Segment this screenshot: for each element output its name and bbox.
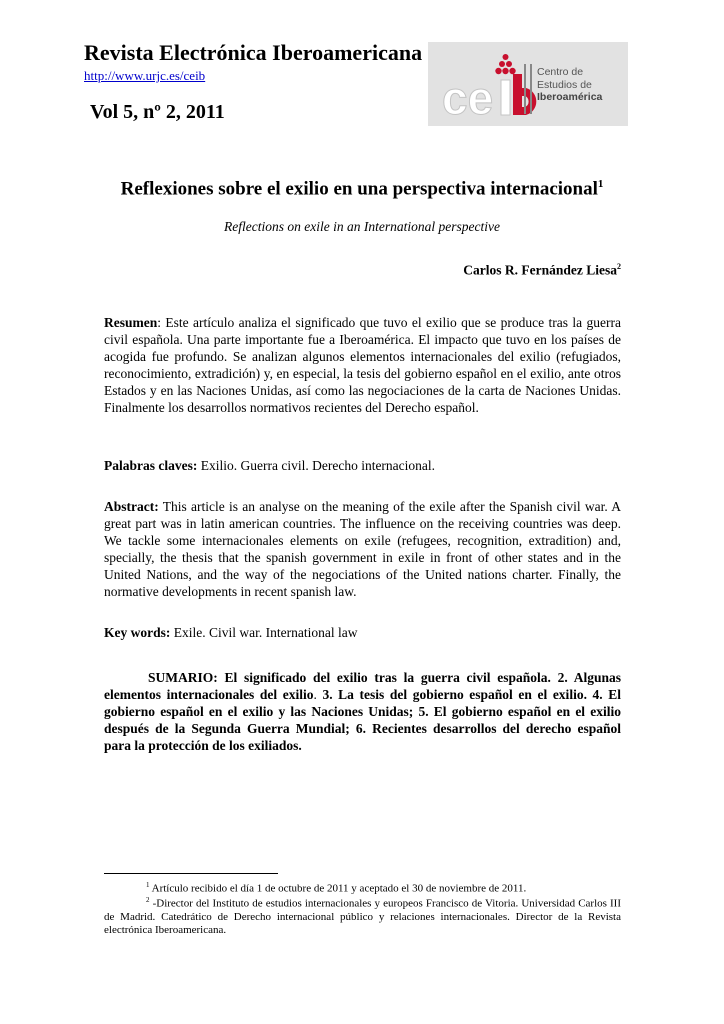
volume-issue: Vol 5, nº 2, 2011: [90, 101, 225, 123]
article-subtitle: Reflections on exile in an International perspective: [224, 219, 500, 234]
author-name-text: Carlos R. Fernández Liesa: [463, 262, 617, 278]
ceib-logo: [428, 42, 628, 126]
keywords-label: Key words:: [104, 625, 171, 640]
footnote-2-text: -Director del Instituto de estudios internacionales y europeos Francisco de Vitoria. Universidad Carlos III de Madrid. Catedrático de Derecho internacional público y relaciones internacionales. Director de la Revista electrónica Iberoamericana.: [104, 897, 621, 936]
logo-wordmark-ce: ce: [442, 72, 494, 124]
logo-b-stem: [513, 74, 522, 115]
keywords-paragraph: [104, 624, 621, 641]
logo-crown-dot-icon: [495, 68, 501, 74]
sumario-separator: .: [313, 687, 317, 702]
footnote-2: [104, 894, 621, 937]
footnote-separator: [104, 873, 278, 874]
author-name: [463, 262, 621, 279]
abstract-text: This article is an analyse on the meaning of the exile after the Spanish civil war. A great part was in latin american countries. The influence on the receiving countries was deep. We tackle some internacionales elements on exile (refugees, recognition, extradition) and, specially, the thesis that the spanish government in exile in front of other states and in the United Nations, and the way of the negociations of the United nations charter. Finally, the normative developments in recent spanish law.: [104, 499, 621, 599]
sumario-part-2: 3. La tesis del gobierno español en el exilio. 4. El gobierno español en el exilio y las Naciones Unidas; 5. El gobierno español en el exilio después de la Segunda Guerra Mundial; 6. Recientes desarrollos del derecho español para la protección de los exiliados.: [104, 687, 622, 753]
article-title: [0, 178, 724, 200]
sumario-paragraph: [104, 669, 621, 754]
logo-crown-dot-icon: [503, 54, 509, 60]
keywords-text: Exile. Civil war. International law: [170, 625, 358, 640]
resumen-label: Resumen: [104, 315, 158, 330]
journal-title: Revista Electrónica Iberoamericana: [84, 40, 423, 65]
palabras-claves-text: Exilio. Guerra civil. Derecho internacional.: [197, 458, 436, 473]
resumen-text: : Este artículo analiza el significado que tuvo el exilio que se produce tras la guerra civil española. Una parte importante fue a Iberoamérica. El impacto que tuvo en los países de acogida fue profundo. Se analizan algunos elementos internacionales del exilio (refugiados, reconocimiento, extradición) y, en especial, la tesis del gobierno español en el exilio, ante otros Estados y en las Naciones Unidas, así como las negociaciones de la carta de Naciones Unidas. Finalmente los desarrollos normativos recientes del Derecho español.: [104, 315, 621, 415]
title-footnote-ref[interactable]: 1: [597, 178, 604, 190]
footnote-1-text: Artículo recibido el día 1 de octubre de 2011 y aceptado el 30 de noviembre de 2011.: [149, 882, 527, 895]
logo-line-3: Iberoamérica: [537, 91, 603, 103]
logo-crown-dot-icon: [506, 61, 512, 67]
author-footnote-ref[interactable]: 2: [617, 262, 621, 271]
journal-url-link[interactable]: http://www.urjc.es/ceib: [84, 68, 206, 83]
palabras-claves-paragraph: [104, 457, 621, 474]
article-title-text: Reflexiones sobre el exilio en una perspectiva internacional: [120, 178, 598, 200]
logo-line-2: Estudios de: [537, 78, 592, 91]
sumario-part-1: SUMARIO: El significado del exilio tras la guerra civil española. 2. Algunas elementos internacionales del exilio: [104, 670, 621, 702]
footnote-2-mark: 2: [146, 896, 150, 904]
resumen-paragraph: [104, 314, 621, 416]
palabras-claves-label: Palabras claves:: [104, 458, 198, 473]
logo-line-1: Centro de: [537, 66, 584, 78]
abstract-paragraph: [104, 498, 621, 600]
logo-crown-dot-icon: [499, 61, 505, 67]
footnote-1-mark: 1: [146, 881, 150, 889]
logo-crown-dot-icon: [509, 68, 515, 74]
logo-divider: [524, 64, 526, 114]
logo-divider: [530, 64, 532, 114]
abstract-label: Abstract:: [104, 499, 159, 514]
logo-i-stem: [501, 80, 510, 115]
logo-text: [537, 66, 602, 104]
logo-crown-dot-icon: [502, 68, 508, 74]
